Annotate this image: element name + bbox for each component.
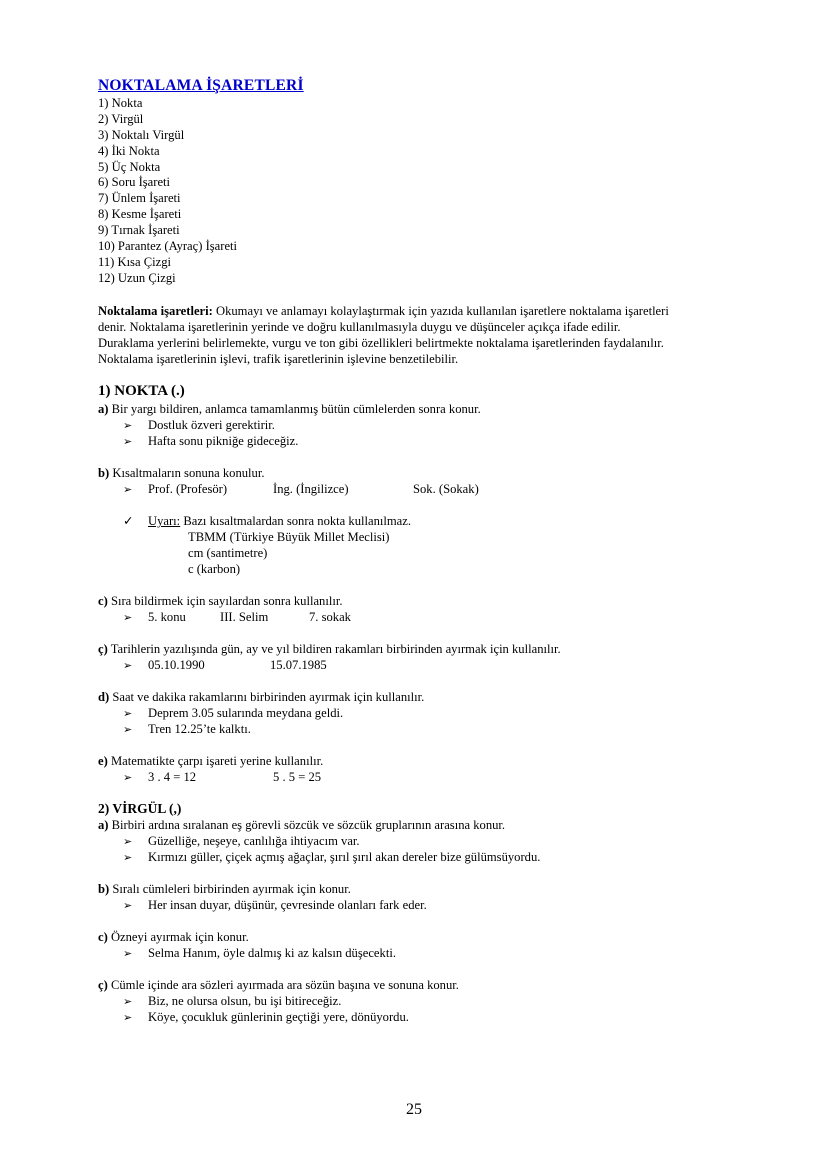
example-item: ➢ Deprem 3.05 sularında meydana geldi. xyxy=(123,706,344,720)
page-number: 25 xyxy=(406,1101,422,1118)
rule-c: c) Özneyi ayırmak için konur. xyxy=(98,930,249,944)
example-item: ➢ Prof. (Profesör) İng. (İngilizce) Sok. (Sokak) xyxy=(123,482,479,496)
toc-item: 2) Virgül xyxy=(98,111,144,126)
rule-cc: ç) Cümle içinde ara sözleri ayırmada ara sözün başına ve sonuna konur. xyxy=(98,978,459,992)
toc-item: 1) Nokta xyxy=(98,96,143,110)
toc-item: 8) Kesme İşareti xyxy=(98,207,182,222)
arrow-bullet-icon: ➢ xyxy=(123,772,133,784)
rule-a: a) Bir yargı bildiren, anlamca tamamlanmış bütün cümlelerden sonra konur. xyxy=(98,402,481,416)
example-item: ➢ Kırmızı güller, çiçek açmış ağaçlar, şırıl şırıl akan dereler bize gülümsüyordu. xyxy=(123,850,541,864)
example-item: ➢ Köye, çocukluk günlerinin geçtiği yere, dönüyordu. xyxy=(123,1010,409,1024)
arrow-bullet-icon: ➢ xyxy=(123,724,133,736)
arrow-bullet-icon: ➢ xyxy=(123,484,133,496)
abbreviation-item: c (karbon) xyxy=(188,562,241,576)
toc-item: 12) Uzun Çizgi xyxy=(98,270,176,285)
example-item: ➢ Tren 12.25’te kalktı. xyxy=(123,722,251,736)
arrow-bullet-icon: ➢ xyxy=(123,660,133,672)
rule-cc: ç) Tarihlerin yazılışında gün, ay ve yıl bildiren rakamları birbirinden ayırmak için kullanılır. xyxy=(98,642,561,656)
intro-label: Noktalama işaretleri: xyxy=(98,304,213,318)
intro-line: denir. Noktalama işaretlerinin yerinde ve doğru kullanılmasıyla duygu ve düşünceler açıkça ifade edilir. xyxy=(98,320,621,334)
toc-item: 11) Kısa Çizgi xyxy=(98,254,171,269)
toc-item: 9) Tırnak İşareti xyxy=(98,223,180,238)
arrow-bullet-icon: ➢ xyxy=(123,420,133,432)
toc-item: 3) Noktalı Virgül xyxy=(98,127,185,142)
section-heading-nokta: 1) NOKTA (.) xyxy=(98,383,185,399)
toc-item: 4) İki Nokta xyxy=(98,143,160,158)
example-item: ➢ Güzelliğe, neşeye, canlılığa ihtiyacım var. xyxy=(123,834,360,848)
arrow-bullet-icon: ➢ xyxy=(123,612,133,624)
toc-item: 6) Soru İşareti xyxy=(98,175,171,190)
page-title: NOKTALAMA İŞARETLERİ xyxy=(98,77,304,94)
arrow-bullet-icon: ➢ xyxy=(123,1012,133,1024)
toc-item: 5) Üç Nokta xyxy=(98,159,161,174)
warning-note: ✓ Uyarı: Bazı kısaltmalardan sonra nokta kullanılmaz. xyxy=(123,514,412,528)
toc-item: 7) Ünlem İşareti xyxy=(98,191,181,206)
toc-item: 10) Parantez (Ayraç) İşareti xyxy=(98,239,238,254)
abbreviation-list xyxy=(188,529,389,577)
arrow-bullet-icon: ➢ xyxy=(123,708,133,720)
example-item: ➢ Biz, ne olursa olsun, bu işi bitireceğiz. xyxy=(123,994,342,1008)
arrow-bullet-icon: ➢ xyxy=(123,836,133,848)
rule-a: a) Birbiri ardına sıralanan eş görevli sözcük ve sözcük gruplarının arasına konur. xyxy=(98,818,506,832)
arrow-bullet-icon: ➢ xyxy=(123,948,133,960)
intro-line: Okumayı ve anlamayı kolaylaştırmak için yazıda kullanılan işaretlere noktalama işaretleri xyxy=(212,304,669,318)
table-of-contents xyxy=(98,95,237,286)
example-item: ➢ Hafta sonu pikniğe gideceğiz. xyxy=(123,434,299,448)
arrow-bullet-icon: ➢ xyxy=(123,852,133,864)
arrow-bullet-icon: ➢ xyxy=(123,900,133,912)
abbreviation-item: TBMM (Türkiye Büyük Millet Meclisi) xyxy=(188,530,390,544)
abbreviation-item: cm (santimetre) xyxy=(188,546,268,560)
arrow-bullet-icon: ➢ xyxy=(123,436,133,448)
example-item: ➢ 05.10.1990 15.07.1985 xyxy=(123,658,327,672)
rule-d: d) Saat ve dakika rakamlarını birbirinden ayırmak için kullanılır. xyxy=(98,690,425,704)
example-item: ➢ 5. konu III. Selim 7. sokak xyxy=(123,610,351,624)
intro-line: Duraklama yerlerini belirlemekte, vurgu ve ton gibi özellikleri belirtmekte noktalama işaretlerinden faydalanılır. xyxy=(98,336,664,350)
rule-e: e) Matematikte çarpı işareti yerine kullanılır. xyxy=(98,754,324,768)
example-item: ➢ Her insan duyar, düşünür, çevresinde olanları fark eder. xyxy=(123,898,427,912)
intro-paragraph xyxy=(98,303,738,367)
example-item: ➢ 3 . 4 = 12 5 . 5 = 25 xyxy=(123,770,322,784)
intro-line: Noktalama işaretlerinin işlevi, trafik işaretlerinin işlevine benzetilebilir. xyxy=(98,352,459,366)
example-item: ➢ Dostluk özveri gerektirir. xyxy=(123,418,275,432)
rule-b: b) Sıralı cümleleri birbirinden ayırmak için konur. xyxy=(98,882,351,896)
rule-b: b) Kısaltmaların sonuna konulur. xyxy=(98,466,265,480)
example-item: ➢ Selma Hanım, öyle dalmış ki az kalsın düşecekti. xyxy=(123,946,396,960)
arrow-bullet-icon: ➢ xyxy=(123,996,133,1008)
check-icon: ✓ xyxy=(123,514,134,528)
rule-c: c) Sıra bildirmek için sayılardan sonra kullanılır. xyxy=(98,594,343,608)
section-heading-virgul: 2) VİRGÜL (,) xyxy=(98,801,182,816)
